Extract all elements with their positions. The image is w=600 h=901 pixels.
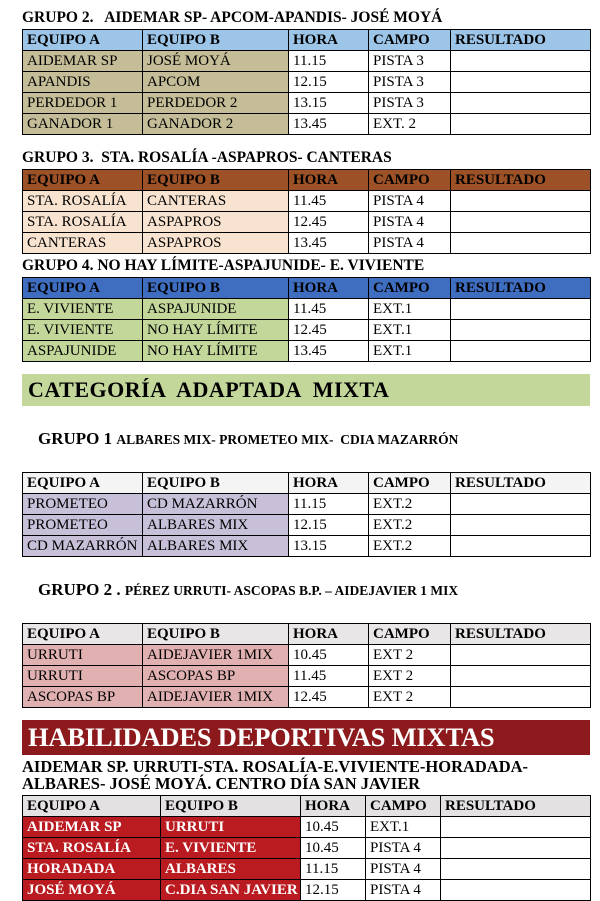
- team-a-cell: E. VIVIENTE: [23, 299, 143, 320]
- team-b-cell: GANADOR 2: [143, 114, 289, 135]
- match-row: [23, 859, 591, 880]
- grupo3-table: [22, 169, 591, 254]
- hora-cell: 12.15: [301, 880, 366, 901]
- match-row: [23, 93, 591, 114]
- team-b-cell: AIDEJAVIER 1MIX: [143, 687, 289, 708]
- campo-cell: PISTA 3: [369, 51, 451, 72]
- team-b-cell: URRUTI: [161, 817, 301, 838]
- match-row: [23, 687, 591, 708]
- hora-cell: 10.45: [289, 645, 369, 666]
- campo-cell: EXT.1: [369, 299, 451, 320]
- hora-cell: 10.45: [301, 817, 366, 838]
- column-header: CAMPO: [369, 473, 451, 494]
- resultado-cell: [451, 299, 591, 320]
- resultado-cell: [451, 212, 591, 233]
- team-a-cell: URRUTI: [23, 645, 143, 666]
- habilidades-table: [22, 795, 591, 901]
- match-row: [23, 320, 591, 341]
- team-a-cell: PERDEDOR 1: [23, 93, 143, 114]
- resultado-cell: [451, 114, 591, 135]
- column-header: HORA: [289, 473, 369, 494]
- resultado-cell: [441, 859, 591, 880]
- team-a-cell: ASCOPAS BP: [23, 687, 143, 708]
- match-row: [23, 536, 591, 557]
- resultado-cell: [441, 817, 591, 838]
- team-a-cell: CANTERAS: [23, 233, 143, 254]
- hora-cell: 11.45: [289, 299, 369, 320]
- match-row: [23, 191, 591, 212]
- column-header: EQUIPO B: [143, 278, 289, 299]
- team-b-cell: APCOM: [143, 72, 289, 93]
- header-row: [23, 624, 591, 645]
- team-b-cell: ALBARES MIX: [143, 536, 289, 557]
- column-header: EQUIPO A: [23, 170, 143, 191]
- team-a-cell: APANDIS: [23, 72, 143, 93]
- match-row: [23, 299, 591, 320]
- adaptada-grupo2-heading: [22, 560, 590, 621]
- hora-cell: 13.15: [289, 536, 369, 557]
- hora-cell: 13.45: [289, 233, 369, 254]
- grupo4-table: [22, 277, 591, 362]
- team-a-cell: URRUTI: [23, 666, 143, 687]
- team-b-cell: ASPAJUNIDE: [143, 299, 289, 320]
- hora-cell: 11.15: [301, 859, 366, 880]
- campo-cell: EXT.1: [366, 817, 441, 838]
- team-a-cell: STA. ROSALÍA: [23, 191, 143, 212]
- match-row: [23, 666, 591, 687]
- header-row: [23, 473, 591, 494]
- match-row: [23, 114, 591, 135]
- team-a-cell: HORADADA: [23, 859, 161, 880]
- campo-cell: EXT.2: [369, 494, 451, 515]
- column-header: EQUIPO A: [23, 30, 143, 51]
- adaptada-grupo2-table: [22, 623, 591, 708]
- adaptada-grupo1-label: GRUPO 1: [38, 429, 117, 448]
- hora-cell: 13.15: [289, 93, 369, 114]
- column-header: EQUIPO B: [161, 796, 301, 817]
- team-b-cell: ALBARES MIX: [143, 515, 289, 536]
- match-row: [23, 645, 591, 666]
- column-header: EQUIPO B: [143, 624, 289, 645]
- campo-cell: PISTA 4: [369, 191, 451, 212]
- hora-cell: 12.45: [289, 320, 369, 341]
- match-row: [23, 515, 591, 536]
- match-row: [23, 212, 591, 233]
- campo-cell: PISTA 3: [369, 93, 451, 114]
- column-header: RESULTADO: [441, 796, 591, 817]
- resultado-cell: [451, 233, 591, 254]
- campo-cell: EXT. 2: [369, 114, 451, 135]
- resultado-cell: [451, 494, 591, 515]
- hora-cell: 12.15: [289, 515, 369, 536]
- resultado-cell: [441, 838, 591, 859]
- header-row: [23, 796, 591, 817]
- column-header: CAMPO: [366, 796, 441, 817]
- hora-cell: 11.45: [289, 666, 369, 687]
- team-b-cell: JOSÉ MOYÁ: [143, 51, 289, 72]
- hora-cell: 13.45: [289, 341, 369, 362]
- team-b-cell: CD MAZARRÓN: [143, 494, 289, 515]
- adaptada-grupo2-label: GRUPO 2 .: [38, 580, 125, 599]
- team-a-cell: PROMETEO: [23, 494, 143, 515]
- team-b-cell: NO HAY LÍMITE: [143, 341, 289, 362]
- resultado-cell: [451, 191, 591, 212]
- adaptada-section-banner: CATEGORÍA ADAPTADA MIXTA: [22, 374, 590, 406]
- hora-cell: 11.15: [289, 51, 369, 72]
- campo-cell: EXT 2: [369, 666, 451, 687]
- column-header: CAMPO: [369, 30, 451, 51]
- team-a-cell: STA. ROSALÍA: [23, 838, 161, 859]
- hora-cell: 10.45: [301, 838, 366, 859]
- column-header: EQUIPO A: [23, 278, 143, 299]
- hora-cell: 12.15: [289, 72, 369, 93]
- match-row: [23, 494, 591, 515]
- habilidades-subtitle-line2: ALBARES- JOSÉ MOYÁ. CENTRO DÍA SAN JAVIER: [22, 774, 421, 793]
- column-header: EQUIPO B: [143, 30, 289, 51]
- campo-cell: PISTA 4: [366, 880, 441, 901]
- team-a-cell: PROMETEO: [23, 515, 143, 536]
- header-row: [23, 278, 591, 299]
- column-header: CAMPO: [369, 170, 451, 191]
- column-header: CAMPO: [369, 624, 451, 645]
- campo-cell: PISTA 4: [369, 233, 451, 254]
- habilidades-subtitle: [22, 758, 590, 792]
- team-a-cell: E. VIVIENTE: [23, 320, 143, 341]
- adaptada-grupo2-teams: PÉREZ URRUTI- ASCOPAS B.P. – AIDEJAVIER 1 MIX: [124, 583, 459, 598]
- grupo3-heading: GRUPO 3. STA. ROSALÍA -ASPAPROS- CANTERAS: [22, 149, 392, 166]
- team-a-cell: AIDEMAR SP: [23, 51, 143, 72]
- resultado-cell: [451, 645, 591, 666]
- grupo4-heading: GRUPO 4. NO HAY LÍMITE-ASPAJUNIDE- E. VIVIENTE: [22, 257, 425, 274]
- column-header: EQUIPO A: [23, 473, 143, 494]
- campo-cell: PISTA 4: [369, 212, 451, 233]
- match-row: [23, 51, 591, 72]
- match-row: [23, 817, 591, 838]
- match-row: [23, 233, 591, 254]
- match-row: [23, 880, 591, 901]
- team-b-cell: CANTERAS: [143, 191, 289, 212]
- column-header: EQUIPO A: [23, 796, 161, 817]
- campo-cell: EXT.2: [369, 515, 451, 536]
- hora-cell: 11.15: [289, 494, 369, 515]
- team-a-cell: JOSÉ MOYÁ: [23, 880, 161, 901]
- column-header: EQUIPO B: [143, 473, 289, 494]
- hora-cell: 12.45: [289, 212, 369, 233]
- match-row: [23, 72, 591, 93]
- team-b-cell: PERDEDOR 2: [143, 93, 289, 114]
- hora-cell: 12.45: [289, 687, 369, 708]
- team-a-cell: CD MAZARRÓN: [23, 536, 143, 557]
- campo-cell: PISTA 3: [369, 72, 451, 93]
- team-b-cell: ASCOPAS BP: [143, 666, 289, 687]
- campo-cell: EXT.2: [369, 536, 451, 557]
- campo-cell: EXT 2: [369, 687, 451, 708]
- team-a-cell: STA. ROSALÍA: [23, 212, 143, 233]
- resultado-cell: [451, 51, 591, 72]
- column-header: HORA: [301, 796, 366, 817]
- resultado-cell: [451, 666, 591, 687]
- column-header: HORA: [289, 170, 369, 191]
- hora-cell: 13.45: [289, 114, 369, 135]
- adaptada-grupo1-table: [22, 472, 591, 557]
- column-header: HORA: [289, 30, 369, 51]
- resultado-cell: [441, 880, 591, 901]
- team-b-cell: ALBARES: [161, 859, 301, 880]
- resultado-cell: [451, 93, 591, 114]
- team-a-cell: ASPAJUNIDE: [23, 341, 143, 362]
- match-row: [23, 838, 591, 859]
- campo-cell: EXT 2: [369, 645, 451, 666]
- column-header: RESULTADO: [451, 170, 591, 191]
- resultado-cell: [451, 515, 591, 536]
- column-header: RESULTADO: [451, 473, 591, 494]
- column-header: CAMPO: [369, 278, 451, 299]
- column-header: EQUIPO A: [23, 624, 143, 645]
- resultado-cell: [451, 72, 591, 93]
- team-b-cell: E. VIVIENTE: [161, 838, 301, 859]
- header-row: [23, 170, 591, 191]
- resultado-cell: [451, 687, 591, 708]
- resultado-cell: [451, 536, 591, 557]
- column-header: RESULTADO: [451, 278, 591, 299]
- campo-cell: PISTA 4: [366, 859, 441, 880]
- campo-cell: PISTA 4: [366, 838, 441, 859]
- team-b-cell: AIDEJAVIER 1MIX: [143, 645, 289, 666]
- team-a-cell: AIDEMAR SP: [23, 817, 161, 838]
- column-header: HORA: [289, 278, 369, 299]
- team-a-cell: GANADOR 1: [23, 114, 143, 135]
- column-header: EQUIPO B: [143, 170, 289, 191]
- hora-cell: 11.45: [289, 191, 369, 212]
- grupo2-table: [22, 29, 591, 135]
- adaptada-grupo1-heading: [22, 409, 590, 470]
- column-header: HORA: [289, 624, 369, 645]
- column-header: RESULTADO: [451, 624, 591, 645]
- team-b-cell: ASPAPROS: [143, 212, 289, 233]
- resultado-cell: [451, 320, 591, 341]
- resultado-cell: [451, 341, 591, 362]
- column-header: RESULTADO: [451, 30, 591, 51]
- campo-cell: EXT.1: [369, 341, 451, 362]
- adaptada-grupo1-teams: ALBARES MIX- PROMETEO MIX- CDIA MAZARRÓN: [116, 432, 459, 447]
- grupo2-heading: GRUPO 2. AIDEMAR SP- APCOM-APANDIS- JOSÉ MOYÁ: [22, 9, 443, 26]
- habilidades-subtitle-line1: AIDEMAR SP. URRUTI-STA. ROSALÍA-E.VIVIENTE-HORADADA-: [22, 757, 529, 776]
- team-b-cell: NO HAY LÍMITE: [143, 320, 289, 341]
- team-b-cell: ASPAPROS: [143, 233, 289, 254]
- match-row: [23, 341, 591, 362]
- header-row: [23, 30, 591, 51]
- team-b-cell: C.DIA SAN JAVIER: [161, 880, 301, 901]
- campo-cell: EXT.1: [369, 320, 451, 341]
- habilidades-section-banner: HABILIDADES DEPORTIVAS MIXTAS: [22, 720, 590, 755]
